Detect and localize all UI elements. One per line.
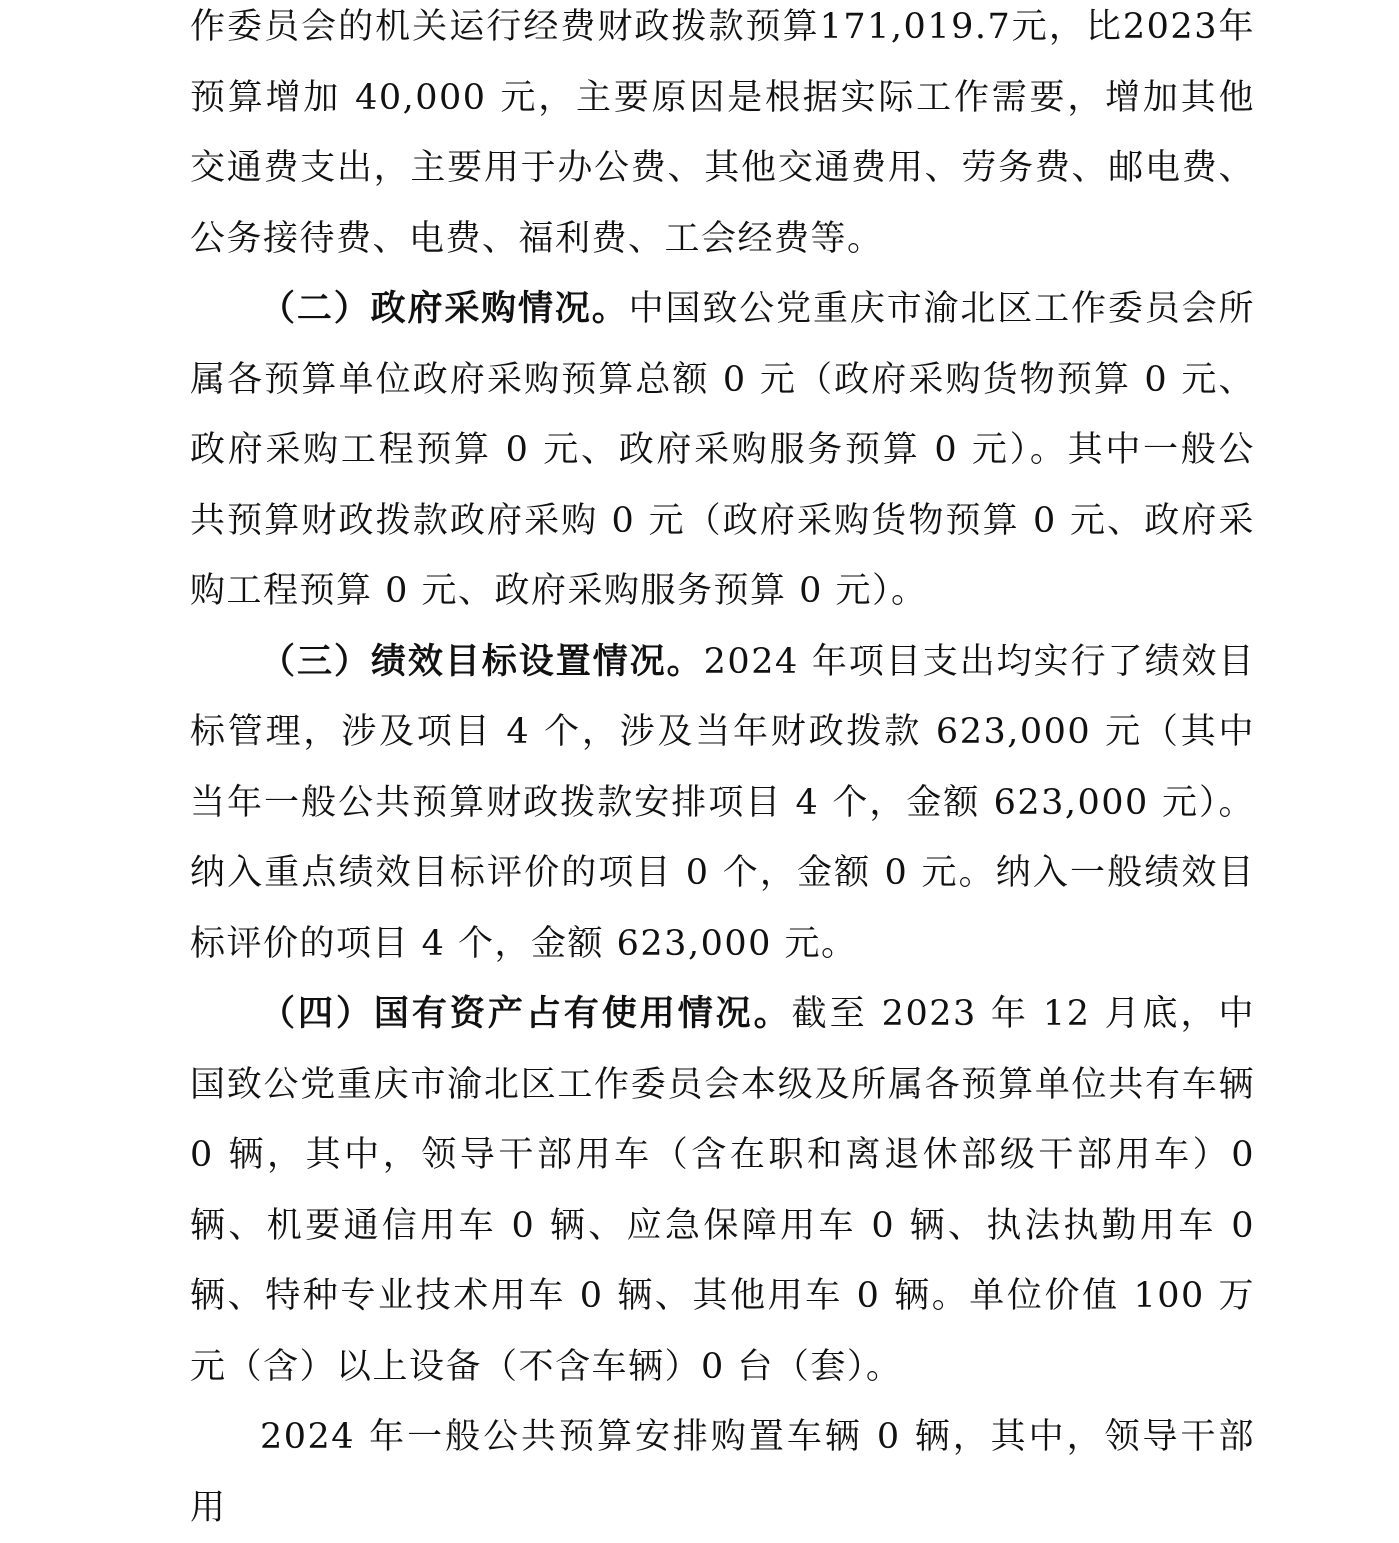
paragraph-performance-goals [190,627,1255,980]
paragraph-state-assets [190,979,1255,1402]
section-heading-assets: （四）国有资产占有使用情况。 [260,993,792,1034]
paragraph-text: 2024 年项目支出均实行了绩效目标管理，涉及项目 4 个，涉及当年财政拨款 623,000 元（其中当年一般公共预算财政拨款安排项目 4 个，金额 623,000 元）。纳入重点绩效目标评价的项目 0 个，金额 0 元。纳入一般绩效目标评价的项目 4 个，金额 623,000 元。 [190,641,1255,964]
paragraph-text: 作委员会的机关运行经费财政拨款预算171,019.7元，比2023年预算增加 40,000 元，主要原因是根据实际工作需要，增加其他交通费支出，主要用于办公费、其他交通费用、劳务费、邮电费、公务接待费、电费、福利费、工会经费等。 [190,7,1255,259]
paragraph-vehicle-purchase [190,1402,1255,1543]
document-page [190,0,1255,1543]
section-heading-procurement: （二）政府采购情况。 [260,288,629,329]
paragraph-text: 2024 年一般公共预算安排购置车辆 0 辆，其中，领导干部用 [190,1417,1255,1528]
paragraph-operating-expenses [190,0,1255,274]
section-heading-performance: （三）绩效目标设置情况。 [260,640,704,682]
paragraph-text: 中国致公党重庆市渝北区工作委员会所属各预算单位政府采购预算总额 0 元（政府采购货物预算 0 元、政府采购工程预算 0 元、政府采购服务预算 0 元）。其中一般公共预算财政拨款政府采购 0 元（政府采购货物预算 0 元、政府采购工程预算 0 元、政府采购服务预算 0 元）。 [190,289,1255,611]
paragraph-text: 截至 2023 年 12 月底，中国致公党重庆市渝北区工作委员会本级及所属各预算单位共有车辆 0 辆，其中，领导干部用车（含在职和离退休部级干部用车）0 辆、机要通信用车 0 辆、应急保障用车 0 辆、执法执勤用车 0 辆、特种专业技术用车 0 辆、其他用车 0 辆。单位价值 100 万元（含）以上设备（不含车辆）0 台（套）。 [190,994,1255,1387]
paragraph-government-procurement [190,274,1255,627]
